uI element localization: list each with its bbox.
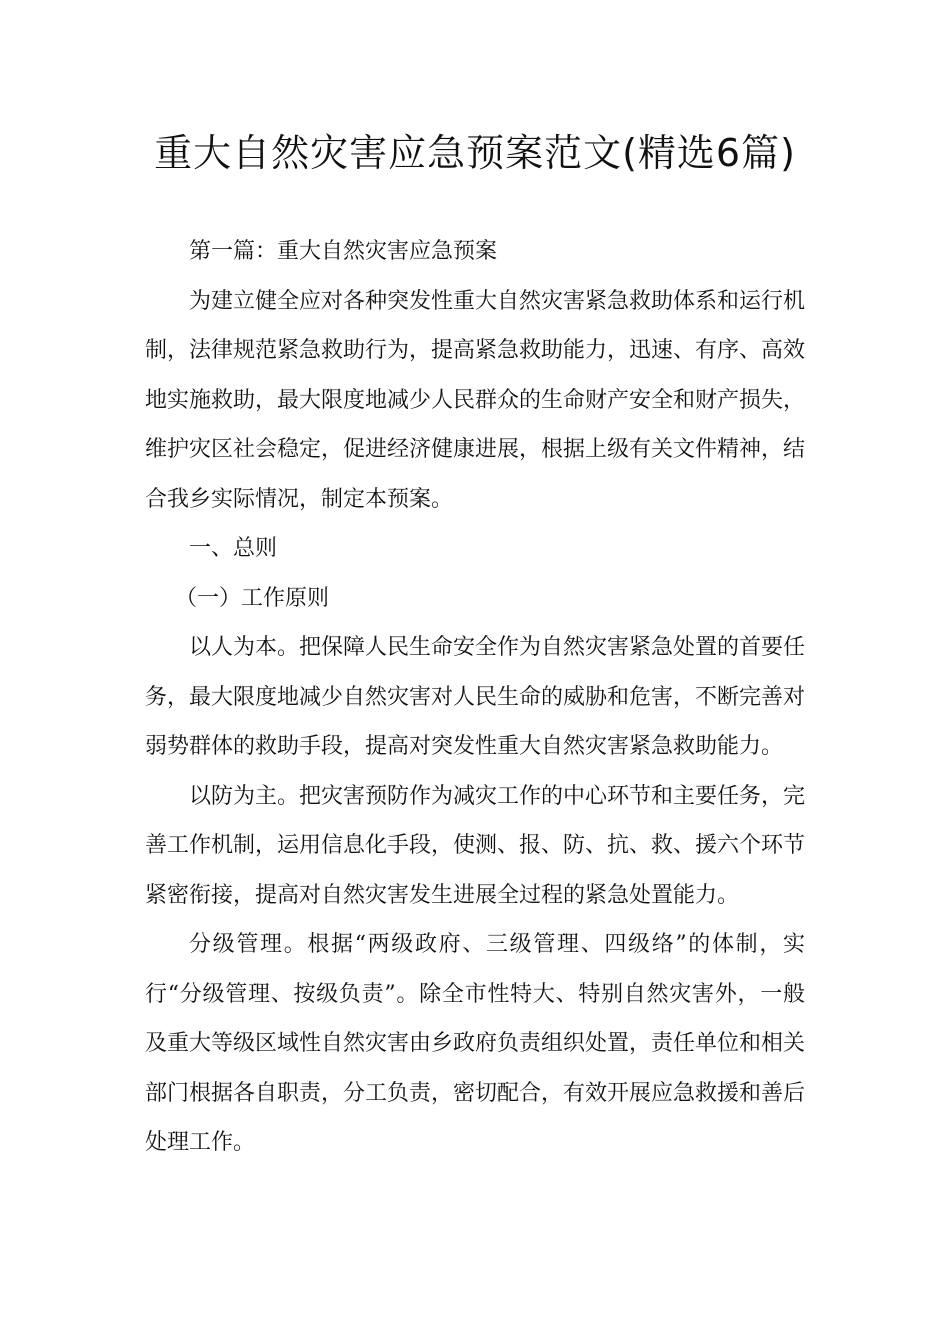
section-heading-part-one: 第一篇：重大自然灾害应急预案 — [189, 239, 498, 264]
paragraph-prevention-first: 以防为主。把灾害预防作为减灾工作的中心环节和主要任务，完善工作机制，运用信息化手段，使测、报、防、抗、救、援六个环节紧密衔接，提高对自然灾害发生进展全过程的紧急处置能力。 — [145, 783, 806, 908]
document-body — [145, 227, 805, 1168]
section-heading-general: 一、总则 — [189, 536, 278, 561]
subsection-heading-principles: （一）工作原则 — [175, 585, 330, 611]
document-title: 重大自然灾害应急预案范文(精选6篇) — [154, 131, 796, 175]
paragraph-people-first: 以人为本。把保障人民生命安全作为自然灾害紧急处置的首要任务，最大限度地减少自然灾害对人民生命的威胁和危害，不断完善对弱势群体的救助手段，提高对突发性重大自然灾害紧急救助能力。 — [145, 635, 806, 759]
paragraph-intro: 为建立健全应对各种突发性重大自然灾害紧急救助体系和运行机制，法律规范紧急救助行为，提高紧急救助能力，迅速、有序、高效地实施救助，最大限度地减少人民群众的生命财产安全和财产损失，维护灾区社会稳定，促进经济健康进展，根据上级有关文件精神，结合我乡实际情况，制定本预案。 — [145, 288, 806, 512]
paragraph-graded-management: 分级管理。根据“两级政府、三级管理、四级络”的体制，实行“分级管理、按级负责”。除全市性特大、特别自然灾害外，一般及重大等级区域性自然灾害由乡政府负责组织处置，责任单位和相关部门根据各自职责，分工负责，密切配合，有效开展应急救援和善后处理工作。 — [145, 932, 806, 1155]
